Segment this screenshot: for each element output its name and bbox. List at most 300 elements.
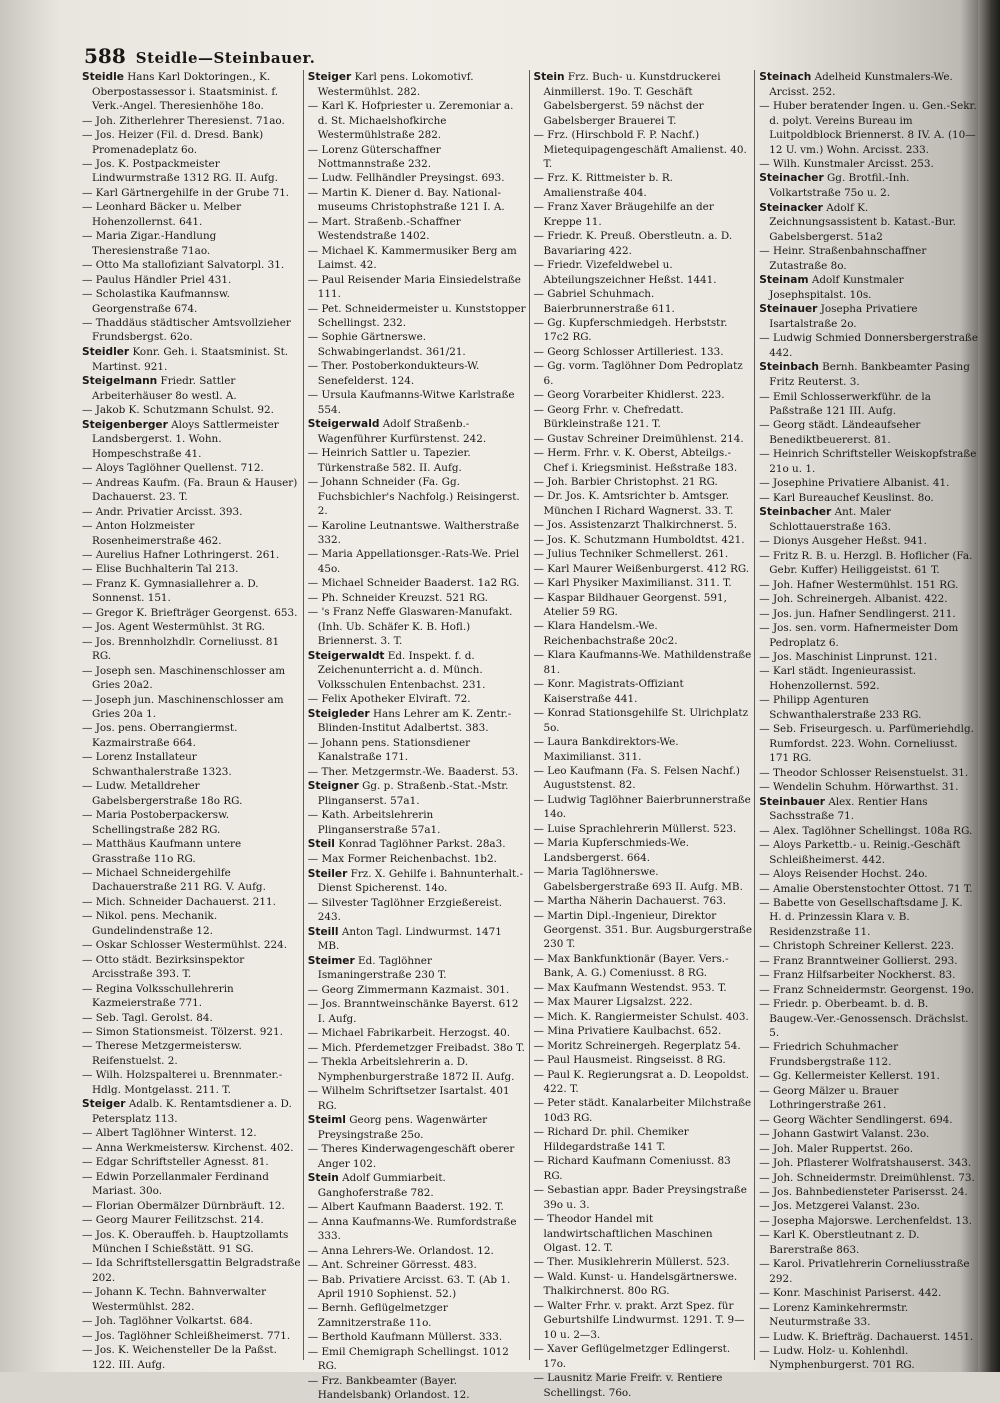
directory-entry <box>534 171 753 200</box>
entry-surname: Steinacher <box>759 172 824 185</box>
directory-entry <box>534 200 753 229</box>
entry-text: — Lorenz Güterschaffner Nottmannstraße 232. <box>307 143 441 170</box>
directory-entry <box>759 1344 978 1373</box>
directory-entry <box>534 677 753 706</box>
entry-text: — Johann Schneider (Fa. Gg. Fuchsbichler's Nachfolg.) Reisingerst. 2. <box>307 476 520 518</box>
directory-entry <box>82 909 301 938</box>
directory-entry <box>759 578 978 592</box>
entry-text: — Ludw. Fellhändler Preysingst. 693. <box>307 172 505 185</box>
entry-surname: Steigenberger <box>82 418 168 431</box>
directory-entry <box>534 1255 753 1269</box>
directory-entry <box>82 693 301 722</box>
directory-entry <box>308 649 527 693</box>
directory-entry <box>534 793 753 822</box>
directory-entry <box>308 591 527 605</box>
entry-text: — Jos. Metzgerei Valanst. 23o. <box>759 1200 920 1213</box>
entry-text: — Walter Frhr. v. prakt. Arzt Spez. für Geburtshilfe Lindwurmst. 1291. T. 9—10 u. 2—3. <box>533 1299 745 1341</box>
directory-entry <box>82 229 301 258</box>
entry-text: — Karoline Leutnantswe. Waltherstraße 332. <box>307 519 520 547</box>
entry-text: — Johann K. Techn. Bahnverwalter Westermühlst. 282. <box>82 1286 267 1313</box>
entry-text: Hans Lehrer am K. Zentr.-Blinden-Institut Adalbertst. 383. <box>317 707 512 735</box>
entry-surname: Steinbacher <box>759 506 832 519</box>
entry-text: — Albert Taglöhner Winterst. 12. <box>82 1127 257 1140</box>
entry-text: — Bernh. Geflügelmetzger Zamnitzerstraße 11o. <box>307 1302 448 1329</box>
directory-entry <box>308 359 527 388</box>
entry-text: — Frz. K. Rittmeister b. R. Amalienstraße 404. <box>533 172 673 199</box>
directory-entry <box>759 1040 978 1069</box>
directory-entry <box>759 244 978 273</box>
entry-text: — Georg städt. Ländeaufseher Benediktbeuererst. 81. <box>759 419 921 446</box>
entry-text: — Christoph Schreiner Kellerst. 223. <box>759 940 955 953</box>
directory-entry <box>308 1055 527 1084</box>
entry-text: — Gg. Kellermeister Kellerst. 191. <box>759 1070 940 1083</box>
directory-entry <box>82 461 301 475</box>
directory-entry <box>759 896 978 939</box>
directory-entry <box>82 1329 301 1343</box>
directory-entry <box>534 1096 753 1125</box>
entry-text: Friedr. Sattler Arbeiterhäuser 8o westl. A. <box>92 375 237 402</box>
entry-text: — Aurelius Hafner Lothringerst. 261. <box>82 549 280 562</box>
directory-entry <box>534 1299 753 1342</box>
directory-entry <box>759 1127 978 1141</box>
entry-text: — Theres Kinderwagengeschäft oberer Anger 102. <box>307 1143 515 1170</box>
entry-text: — Michael Schneidergehilfe Dachauerstraße 211 RG. V. Aufg. <box>82 866 266 894</box>
directory-entry <box>534 1039 753 1053</box>
directory-entry <box>534 648 753 677</box>
entry-text: — Maria Postoberpackersw. Schellingstraße 282 RG. <box>82 809 230 836</box>
directory-entry <box>82 866 301 895</box>
entry-text: — Ludwig Schmied Donnersbergerstraße 442. <box>759 332 978 359</box>
directory-entry <box>759 1214 978 1228</box>
entry-text: — Friedr. K. Preuß. Oberstleutn. a. D. Bavariaring 422. <box>533 230 733 257</box>
directory-entry <box>82 1256 301 1285</box>
directory-entry <box>308 547 527 576</box>
entry-text: — Heinrich Sattler u. Tapezier. Türkenstraße 582. II. Aufg. <box>307 447 471 474</box>
entry-text: Konrad Taglöhner Parkst. 28a3. <box>338 838 506 851</box>
entry-surname: Steinauer <box>759 303 818 316</box>
entry-text: — Florian Obermälzer Dürnbräuft. 12. <box>82 1199 285 1212</box>
directory-entry <box>759 302 978 331</box>
entry-text: — Richard Kaufmann Comeniusst. 83 RG. <box>533 1155 731 1182</box>
entry-text: — Karl K. Hofpriester u. Zeremoniar a. d. St. Michaelshofkirche Westermühlstraße 282. <box>307 100 514 142</box>
entry-text: — Max Former Reichenbachst. 1b2. <box>307 853 497 866</box>
entry-text: — Frz. (Hirschbold F. P. Nachf.) Mietequipagengeschäft Amalienst. 40. T. <box>533 129 747 170</box>
entry-text: — Anna Kaufmanns-We. Rumfordstraße 333. <box>307 1215 517 1243</box>
entry-text: Hans Karl Doktoringen., K. Oberpostassessor i. Staatsminist. f. Verk.-Angel. Theresienhöhe 18o. <box>92 71 279 113</box>
entry-text: — Jos. Maschinist Linprunst. 121. <box>759 650 938 663</box>
directory-entry <box>759 795 978 824</box>
directory-entry <box>82 258 301 272</box>
directory-entry <box>82 953 301 982</box>
entry-text: — Jos. Brennholzhdlr. Corneliusst. 81 RG. <box>82 635 280 663</box>
entry-text: — Joh. Pflasterer Wolfratshauserst. 343. <box>759 1157 972 1170</box>
book-spine-shadow <box>978 0 1000 1372</box>
directory-entry <box>534 1212 753 1255</box>
entry-surname: Steil <box>307 838 335 851</box>
directory-entry <box>759 592 978 606</box>
directory-entry <box>82 1039 301 1068</box>
entry-text: — Edgar Schriftsteller Agnesst. 81. <box>82 1156 269 1169</box>
directory-entry <box>82 1141 301 1155</box>
directory-entry <box>82 1025 301 1039</box>
directory-entry <box>308 779 527 808</box>
entry-text: — Aloys Reisender Hochst. 24o. <box>759 868 928 881</box>
directory-entry <box>759 882 978 896</box>
directory-entry <box>534 909 753 952</box>
entry-text: — Edwin Porzellanmaler Ferdinand Mariast. 30o. <box>82 1170 269 1198</box>
entry-text: — Laura Bankdirektors-We. Maximilianst. 311. <box>533 736 679 763</box>
directory-entry <box>759 1286 978 1300</box>
directory-entry <box>82 1068 301 1097</box>
entry-text: — Leonhard Bäcker u. Melber Hohenzollernst. 641. <box>82 201 242 228</box>
directory-entry <box>308 244 527 273</box>
entry-text: — Josephine Privatiere Albanist. 41. <box>759 477 950 490</box>
directory-entry <box>534 619 753 648</box>
entry-surname: Steigerwald <box>307 418 380 431</box>
directory-entry <box>534 316 753 345</box>
directory-entry <box>308 70 527 99</box>
entry-text: — Kath. Arbeitslehrerin Plinganserstraße 57a1. <box>307 809 441 836</box>
directory-entry <box>82 837 301 866</box>
entry-text: Georg pens. Wagenwärter Preysingstraße 25o. <box>317 1114 488 1141</box>
entry-text: — Ludw. Metalldreher Gabelsbergerstraße 18o RG. <box>82 780 243 807</box>
directory-entry <box>759 780 978 794</box>
directory-entry <box>308 1113 527 1142</box>
entry-text: — Lorenz Installateur Schwanthalerstraße 1323. <box>82 751 232 778</box>
entry-text: — Regina Volksschullehrerin Kazmeierstraße 771. <box>82 982 234 1010</box>
entry-text: — 's Franz Neffe Glaswaren-Manufakt. (Inh. Ub. Schäfer K. B. Hofl.) Briennerst. 3. T. <box>307 606 513 648</box>
directory-entry <box>759 650 978 664</box>
directory-entry <box>534 1068 753 1097</box>
directory-entry <box>82 635 301 664</box>
entry-text: — Oskar Schlosser Westermühlst. 224. <box>82 939 288 952</box>
entry-text: — Paul K. Regierungsrat a. D. Leopoldst. 422. T. <box>533 1068 750 1095</box>
entry-surname: Steiger <box>307 71 352 83</box>
entry-text: — Friedr. Vizefeldwebel u. Abteilungszeichner Heßst. 1441. <box>533 259 717 286</box>
entry-text: — Xaver Geflügelmetzger Edlingerst. 17o. <box>533 1343 731 1370</box>
entry-text: — Paulus Händler Priel 431. <box>82 273 232 286</box>
directory-entry <box>759 70 978 99</box>
directory-entry <box>308 808 527 837</box>
entry-text: — Dionys Ausgeher Heßst. 941. <box>759 535 927 548</box>
directory-entry <box>82 895 301 909</box>
entry-text: — Berthold Kaufmann Müllerst. 333. <box>307 1331 503 1344</box>
entry-text: Anton Tagl. Lindwurmst. 1471 MB. <box>317 925 502 953</box>
entry-surname: Steidler <box>82 345 130 358</box>
directory-entry <box>759 997 978 1040</box>
entry-text: — Jos. K. Schutzmann Humboldtst. 421. <box>533 533 745 546</box>
entry-text: — Jos. Branntweinschänke Bayerst. 612 I. Aufg. <box>307 998 519 1025</box>
directory-entry <box>759 1301 978 1330</box>
entry-text: — Aloys Parkettb.- u. Reinig.-Geschäft Schleißheimerst. 442. <box>759 839 961 866</box>
entry-text: — Paul Reisender Maria Einsiedelstraße 111. <box>307 273 521 301</box>
entry-text: — Thaddäus städtischer Amtsvollzieher Frundsbergst. 62o. <box>82 316 291 344</box>
directory-entry <box>534 258 753 287</box>
entry-text: — Georg Mälzer u. Brauer Lothringerstraße 261. <box>759 1084 899 1112</box>
entry-text: — Lorenz Kaminkehrermstr. Neuturmstraße 33. <box>759 1301 909 1329</box>
entry-surname: Steigner <box>307 780 359 793</box>
entry-surname: Steinam <box>759 274 809 287</box>
directory-entry <box>308 837 527 852</box>
entry-text: Karl pens. Lokomotivf. Westermühlst. 282. <box>317 71 474 98</box>
entry-text: — Otto Ma stallofiziant Salvatorpl. 31. <box>82 259 285 272</box>
directory-entry <box>759 1257 978 1286</box>
entry-text: — Joh. Zitherlehrer Theresienst. 71ao. <box>82 114 285 127</box>
directory-entry <box>308 925 527 954</box>
directory-entry <box>82 1155 301 1169</box>
directory-entry <box>759 1142 978 1156</box>
page-number: 588 <box>84 44 126 68</box>
entry-text: — Alex. Taglöhner Schellingst. 108a RG. <box>759 824 973 837</box>
directory-entry <box>534 70 753 128</box>
entry-text: — Maria Taglöhnerswe. Gabelsbergerstraße 693 II. Aufg. MB. <box>533 866 743 893</box>
entry-text: — Karl K. Oberstleutnant z. D. Barerstraße 863. <box>759 1229 920 1256</box>
entry-text: — Martin K. Diener d. Bay. National-museums Christophstraße 121 I. A. <box>307 186 505 214</box>
directory-entry <box>308 273 527 302</box>
directory-entry <box>759 331 978 360</box>
entry-text: — Klara Handelsm.-We. Reichenbachstraße 20c2. <box>533 620 678 647</box>
directory-entry <box>534 952 753 981</box>
entry-text: Ed. Inspekt. f. d. Zeichenunterricht a. d. Münch. Volksschulen Entenbachst. 231. <box>317 649 486 691</box>
directory-entry <box>308 186 527 215</box>
directory-entry <box>82 70 301 114</box>
entry-text: Ant. Maler Schlottauerstraße 163. <box>769 506 892 533</box>
entry-text: — Wendelin Schuhm. Hörwarthst. 31. <box>759 781 959 794</box>
entry-text: — Karl Bureauchef Keuslinst. 8o. <box>759 491 934 504</box>
directory-entry <box>308 1374 527 1403</box>
directory-entry <box>308 576 527 590</box>
entry-text: — Franz Hilfsarbeiter Nockherst. 83. <box>759 969 956 982</box>
entry-text: — Gg. vorm. Taglöhner Dom Pedroplatz 6. <box>533 360 743 387</box>
directory-entry <box>759 201 978 245</box>
directory-entry <box>308 1345 527 1374</box>
directory-entry <box>759 476 978 490</box>
entry-text: — Anton Holzmeister Rosenheimerstraße 462. <box>82 520 222 547</box>
directory-entry <box>82 1170 301 1199</box>
entry-text: — Wilh. Holzspalterei u. Brennmater.-Hdlg. Montgelasst. 211. T. <box>82 1069 283 1096</box>
entry-text: — Maria Kupferschmieds-We. Landsbergerst. 664. <box>533 837 690 864</box>
entry-text: — Konrad Stationsgehilfe St. Ulrichplatz 5o. <box>533 707 749 734</box>
directory-entry <box>82 114 301 128</box>
directory-entry <box>308 302 527 331</box>
entry-text: — Joh. Schreinergeh. Albanist. 422. <box>759 593 948 606</box>
directory-entry <box>534 229 753 258</box>
directory-entry <box>534 446 753 475</box>
directory-entry <box>759 1330 978 1344</box>
directory-entry <box>82 1126 301 1140</box>
directory-entry <box>308 852 527 866</box>
directory-entry <box>308 896 527 925</box>
directory-entry <box>759 766 978 780</box>
directory-entry <box>759 722 978 765</box>
directory-entry <box>759 491 978 505</box>
entry-text: — Lausnitz Marie Freifr. v. Rentiere Schellingst. 76o. <box>533 1372 723 1399</box>
entry-text: — Maria Appellationsger.-Rats-We. Priel 45o. <box>307 548 520 575</box>
directory-entry <box>534 1183 753 1212</box>
entry-text: Josepha Privatiere Isartalstraße 2o. <box>769 303 918 331</box>
directory-entry <box>534 981 753 995</box>
entry-text: — Huber beratender Ingen. u. Gen.-Sekr. d. polyt. Vereins Bureau im Luitpoldblock Briennerst. 8 IV. A. (10—12 U. vm.) Wohn. Arcisst. 233. <box>759 100 977 156</box>
entry-surname: Steiger <box>82 1098 126 1111</box>
entry-text: Adalb. K. Rentamtsdiener a. D. Petersplatz 113. <box>92 1098 292 1125</box>
entry-text: — Joh. Taglöhner Volkartst. 684. <box>82 1315 253 1328</box>
entry-text: — Ant. Schreiner Görresst. 483. <box>307 1259 477 1272</box>
directory-entry <box>82 1314 301 1328</box>
entry-text: — Jos. Taglöhner Schleißheimerst. 771. <box>82 1329 291 1342</box>
directory-entry <box>534 345 753 359</box>
directory-entry <box>759 99 978 157</box>
directory-entry <box>308 954 527 983</box>
entry-text: — Mich. K. Rangiermeister Schulst. 403. <box>533 1010 749 1023</box>
directory-entry <box>759 360 978 389</box>
directory-entry <box>759 171 978 200</box>
directory-entry <box>308 1171 527 1200</box>
directory-entry <box>82 1097 301 1126</box>
entry-text: — Joh. Hafner Westermühlst. 151 RG. <box>759 578 959 591</box>
directory-entry <box>759 824 978 838</box>
directory-entry <box>759 157 978 171</box>
directory-entry <box>759 867 978 881</box>
entry-text: Bernh. Bankbeamter Pasing Fritz Reuterst. 3. <box>769 361 970 389</box>
directory-entry <box>308 765 527 779</box>
directory-entry <box>82 938 301 952</box>
entry-text: — Jos. K. Oberauffeh. b. Hauptzollamts München I Schießstätt. 91 SG. <box>82 1228 289 1256</box>
directory-entry <box>308 388 527 417</box>
directory-entry <box>534 836 753 865</box>
entry-text: — Jakob K. Schutzmann Schulst. 92. <box>82 404 274 417</box>
directory-entry <box>82 562 301 576</box>
entry-text: — Bab. Privatiere Arcisst. 63. T. (Ab 1. April 1910 Sophienst. 52.) <box>307 1273 511 1300</box>
directory-entry <box>534 1154 753 1183</box>
entry-text: — Scholastika Kaufmannsw. Georgenstraße 674. <box>82 288 230 315</box>
directory-entry <box>759 693 978 722</box>
entry-text: — Aloys Taglöhner Quellenst. 712. <box>82 462 264 475</box>
directory-entry <box>308 330 527 359</box>
entry-text: — Ludwig Taglöhner Baierbrunnerstraße 14o. <box>533 793 751 821</box>
entry-text: — Franz Xaver Bräugehilfe an der Kreppe 11. <box>533 201 714 228</box>
entry-text: — Friedr. p. Oberbeamt. b. d. B. Baugew.-Ver.-Genossensch. Drächslst. 5. <box>759 998 969 1040</box>
directory-entry <box>82 186 301 200</box>
directory-entry <box>759 983 978 997</box>
directory-entry <box>308 171 527 185</box>
entry-text: Ed. Taglöhner Ismaningerstraße 230 T. <box>317 954 447 982</box>
entry-text: — Karol. Privatlehrerin Corneliusstraße 292. <box>759 1258 970 1285</box>
entry-text: Adolf K. Zeichnungsassistent b. Katast.-Bur. Gabelsbergerst. 51a2 <box>769 201 956 243</box>
directory-entry <box>82 374 301 403</box>
directory-entry <box>308 1041 527 1055</box>
directory-entry <box>759 1069 978 1083</box>
directory-entry <box>308 605 527 648</box>
column-4 <box>759 70 980 1372</box>
entry-text: Gg. Brotfil.-Inh. Volkartstraße 75o u. 2. <box>769 172 910 200</box>
entry-text: — Michael K. Kammermusiker Berg am Laimst. 42. <box>307 244 517 272</box>
directory-entry <box>759 607 978 621</box>
entry-text: — Jos. sen. vorm. Hafnermeister Dom Pedroplatz 6. <box>759 622 959 649</box>
directory-entry <box>759 1171 978 1185</box>
entry-text: — Elise Buchhalterin Tal 213. <box>82 563 239 576</box>
entry-text: — Max Maurer Ligsalzst. 222. <box>533 996 693 1009</box>
entry-text: — Thekla Arbeitslehrerin a. D. Nymphenburgerstraße 1872 II. Aufg. <box>307 1056 515 1083</box>
directory-entry <box>308 1273 527 1302</box>
directory-entry <box>534 547 753 561</box>
entry-text: — Max Kaufmann Westendst. 953. T. <box>533 981 727 994</box>
entry-text: — Wilh. Kunstmaler Arcisst. 253. <box>759 157 934 170</box>
directory-entry <box>759 447 978 476</box>
directory-entry <box>308 1215 527 1244</box>
directory-entry <box>534 533 753 547</box>
entry-text: — Seb. Tagl. Gerolst. 84. <box>82 1011 213 1024</box>
directory-entry <box>534 128 753 171</box>
directory-entry <box>82 664 301 693</box>
entry-text: — Ther. Musiklehrerin Müllerst. 523. <box>533 1256 730 1269</box>
directory-entry <box>759 968 978 982</box>
directory-entry <box>308 215 527 244</box>
entry-text: Gg. p. Straßenb.-Stat.-Mstr. Plinganserst. 57a1. <box>317 780 509 807</box>
directory-entry <box>534 432 753 446</box>
entry-text: — Silvester Taglöhner Erzgießereist. 243. <box>307 896 502 924</box>
entry-surname: Stein <box>533 71 565 83</box>
entry-text: — Mich. Pferdemetzger Freibadst. 38o T. <box>307 1041 525 1054</box>
directory-entry <box>534 1125 753 1154</box>
entry-text: — Ther. Postoberkondukteurs-W. Senefelderst. 124. <box>307 360 480 387</box>
entry-surname: Steigerwaldt <box>307 649 385 662</box>
directory-entry <box>308 1330 527 1344</box>
directory-entry <box>759 418 978 447</box>
directory-entry <box>82 1199 301 1213</box>
entry-text: — Martin Dipl.-Ingenieur, Direktor Georgenst. 351. Bur. Augsburgerstraße 230 T. <box>533 909 752 951</box>
directory-entry <box>82 779 301 808</box>
entry-text: Alex. Rentier Hans Sachsstraße 71. <box>769 795 928 823</box>
entry-text: — Johann pens. Stationsdiener Kanalstraße 171. <box>307 736 471 764</box>
entry-text: — Anna Werkmeistersw. Kirchenst. 402. <box>82 1141 294 1154</box>
entry-text: — Franz Schneidermstr. Georgenst. 19o. <box>759 983 975 996</box>
directory-entry <box>308 1026 527 1040</box>
entry-text: — Otto städt. Bezirksinspektor Arcisstraße 393. T. <box>82 953 245 981</box>
directory-entry <box>308 143 527 172</box>
directory-entry <box>82 982 301 1011</box>
directory-entry <box>82 1343 301 1372</box>
column-2 <box>307 70 530 1402</box>
directory-entry <box>82 403 301 417</box>
entry-text: — Jos. Bahnbediensteter Parisersst. 24. <box>759 1186 968 1199</box>
directory-entry <box>759 505 978 534</box>
entry-text: — Georg Maurer Feilitzschst. 214. <box>82 1214 264 1227</box>
entry-surname: Steinbach <box>759 361 819 374</box>
directory-entry <box>82 548 301 562</box>
directory-entry <box>759 664 978 693</box>
entry-surname: Steigelmann <box>82 375 158 388</box>
entry-text: Adolf Kunstmaler Josephspitalst. 10s. <box>769 274 904 301</box>
directory-entry <box>82 1285 301 1314</box>
entry-text: — Nikol. pens. Mechanik. Gundelindenstraße 12. <box>82 910 218 937</box>
entry-text: — Fritz R. B. u. Herzgl. B. Hoflicher (Fa. Gebr. Kuffer) Heiliggeistst. 61 T. <box>759 549 973 577</box>
entry-text: — Maria Zigar.-Handlung Theresienstraße 71ao. <box>82 230 217 257</box>
entry-text: — Franz K. Gymnasiallehrer a. D. Sonnenst. 151. <box>82 577 259 605</box>
directory-entry <box>534 562 753 576</box>
directory-entry <box>759 273 978 302</box>
directory-entry <box>82 157 301 186</box>
entry-text: — Franz Branntweiner Gollierst. 293. <box>759 954 958 967</box>
directory-entry <box>82 808 301 837</box>
entry-surname: Stein <box>307 1172 339 1185</box>
entry-text: Adolf Straßenb.-Wagenführer Kurfürstenst. 242. <box>317 418 487 445</box>
directory-entry <box>308 1142 527 1171</box>
entry-text: — Johann Gastwirt Valanst. 23o. <box>759 1128 930 1141</box>
directory-entry <box>82 505 301 519</box>
entry-text: — Michael Fabrikarbeit. Herzogst. 40. <box>307 1027 511 1040</box>
entry-text: — Anna Lehrers-We. Orlandost. 12. <box>307 1244 494 1257</box>
entry-text: — Joh. Schneidermstr. Dreimühlenst. 73. <box>759 1171 975 1184</box>
